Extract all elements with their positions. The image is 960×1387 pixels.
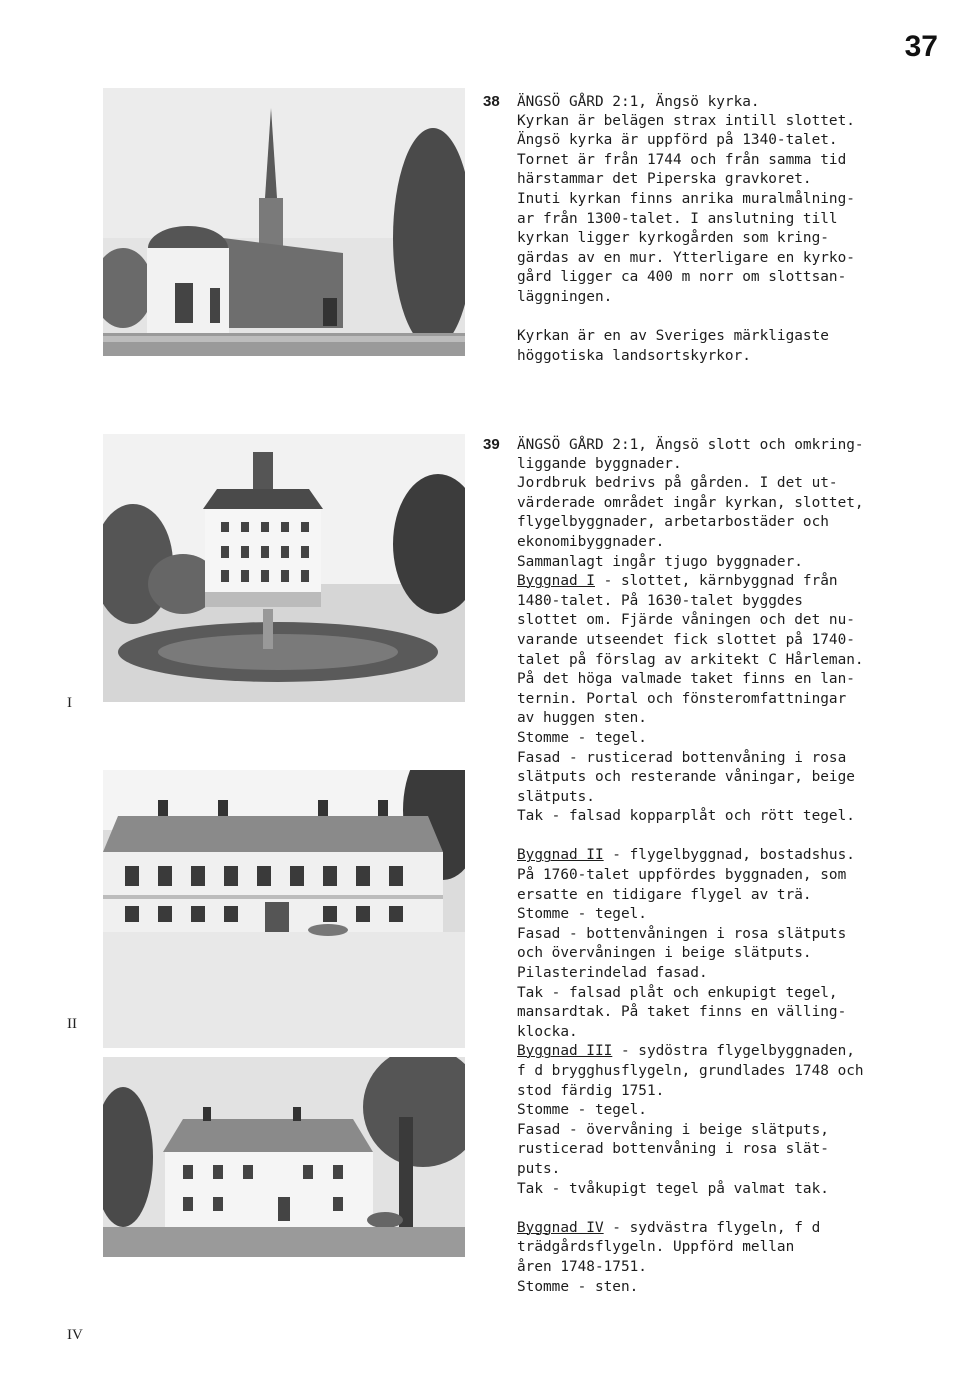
text-line: slottet om. Fjärde våningen och det nu- — [517, 612, 855, 629]
text-line: klocka. — [517, 1023, 578, 1040]
text-line: ternin. Portal och fönsteromfattningar — [517, 690, 847, 707]
text-line: liggande byggnader. — [517, 455, 682, 472]
text-line: flygelbyggnader, arbetarbostäder och — [517, 514, 829, 531]
text-line: kyrkan ligger kyrkogården som kring- — [517, 230, 829, 247]
text-line: slätputs och resterande våningar, beige — [517, 769, 855, 786]
text-line: Tornet är från 1744 och från samma tid — [517, 151, 847, 168]
text-line: härstammar det Piperska gravkoret. — [517, 171, 812, 188]
text-line: Jordbruk bedrivs på gården. I det ut- — [517, 475, 838, 492]
text-line: Stomme - sten. — [517, 1278, 639, 1295]
text-line: Stomme - tegel. — [517, 1102, 647, 1119]
building-label: Byggnad III — [517, 1043, 613, 1060]
text-line: Stomme - tegel. — [517, 729, 647, 746]
text-line: gärdas av en mur. Ytterligare en kyrko- — [517, 249, 855, 266]
section-number: 38 — [483, 93, 500, 110]
section-number: 39 — [483, 436, 500, 453]
text-line: - flygelbyggnad, bostadshus. — [603, 847, 855, 864]
section-38 — [483, 92, 943, 366]
text-line: slätputs. — [517, 788, 595, 805]
text-line: stod färdig 1751. — [517, 1082, 665, 1099]
text-line: talet på förslag av arkitekt C Hårleman. — [517, 651, 864, 668]
text-line: ekonomibyggnader. — [517, 533, 665, 550]
text-line: och övervåningen i beige slätputs. — [517, 945, 812, 962]
text-line: 1480-talet. På 1630-talet byggdes — [517, 592, 803, 609]
text-line: Kyrkan är en av Sveriges märkligaste — [517, 328, 829, 345]
text-line: Stomme - tegel. — [517, 906, 647, 923]
text-line: värderade området ingår kyrkan, slottet, — [517, 494, 864, 511]
text-line: höggotiska landsortskyrkor. — [517, 347, 751, 364]
text-line: Sammanlagt ingår tjugo byggnader. — [517, 553, 803, 570]
text-line: Tak - falsad plåt och enkupigt tegel, — [517, 984, 838, 1001]
text-line: Fasad - rusticerad bottenvåning i rosa — [517, 749, 847, 766]
text-line: ersatte en tidigare flygel av trä. — [517, 886, 812, 903]
text-line: läggningen. — [517, 288, 613, 305]
text-line: Fasad - bottenvåningen i rosa slätputs — [517, 925, 847, 942]
text-line: Pilasterindelad fasad. — [517, 965, 708, 982]
text-line: åren 1748-1751. — [517, 1258, 647, 1275]
text-line: - sydöstra flygelbyggnaden, — [612, 1043, 855, 1060]
page-number: 37 — [904, 30, 938, 63]
text-line: varande utseendet fick slottet på 1740- — [517, 631, 855, 648]
text-line: På 1760-talet uppfördes byggnaden, som — [517, 867, 847, 884]
text-line: puts. — [517, 1160, 561, 1177]
section-heading: ÄNGSÖ GÅRD 2:1, Ängsö kyrka. — [517, 94, 760, 110]
text-line: Inuti kyrkan finns anrika muralmålning- — [517, 190, 855, 207]
text-line: Kyrkan är belägen strax intill slottet. — [517, 112, 855, 129]
text-line: f d brygghusflygeln, grundlades 1748 och — [517, 1063, 864, 1079]
text-line: Fasad - övervåning i beige slätputs, — [517, 1121, 829, 1138]
text-line: Tak - tvåkupigt tegel på valmat tak. — [517, 1180, 829, 1197]
text-line: gård ligger ca 400 m norr om slottsan- — [517, 269, 847, 286]
wing-iii-photo — [103, 1057, 465, 1257]
wing-ii-photo — [103, 770, 465, 1048]
text-line: På det höga valmade taket finns en lan- — [517, 671, 855, 688]
photo-label-i: I — [67, 695, 72, 711]
building-label: Byggnad II — [517, 847, 604, 864]
text-line: av huggen sten. — [517, 710, 647, 727]
text-line: Tak - falsad kopparplåt och rött tegel. — [517, 808, 855, 825]
text-line: ar från 1300-talet. I anslutning till — [517, 210, 838, 227]
castle-photo — [103, 434, 465, 702]
text-line: - slottet, kärnbyggnad från — [594, 573, 838, 590]
text-line: rusticerad bottenvåning i rosa slät- — [517, 1141, 829, 1158]
building-label: Byggnad IV — [517, 1219, 604, 1236]
building-label: Byggnad I — [517, 573, 595, 590]
text-line: mansardtak. På taket finns en välling- — [517, 1004, 847, 1021]
text-line: - sydvästra flygeln, f d — [603, 1219, 821, 1236]
text-line: Ängsö kyrka är uppförd på 1340-talet. — [517, 132, 838, 149]
section-heading: ÄNGSÖ GÅRD 2:1, Ängsö slott och omkring- — [517, 437, 864, 453]
church-photo — [103, 88, 465, 356]
photo-label-iv: IV — [67, 1327, 83, 1343]
section-39 — [483, 435, 943, 1297]
photo-label-ii: II — [67, 1016, 77, 1032]
text-line: trädgårdsflygeln. Uppförd mellan — [517, 1239, 795, 1256]
